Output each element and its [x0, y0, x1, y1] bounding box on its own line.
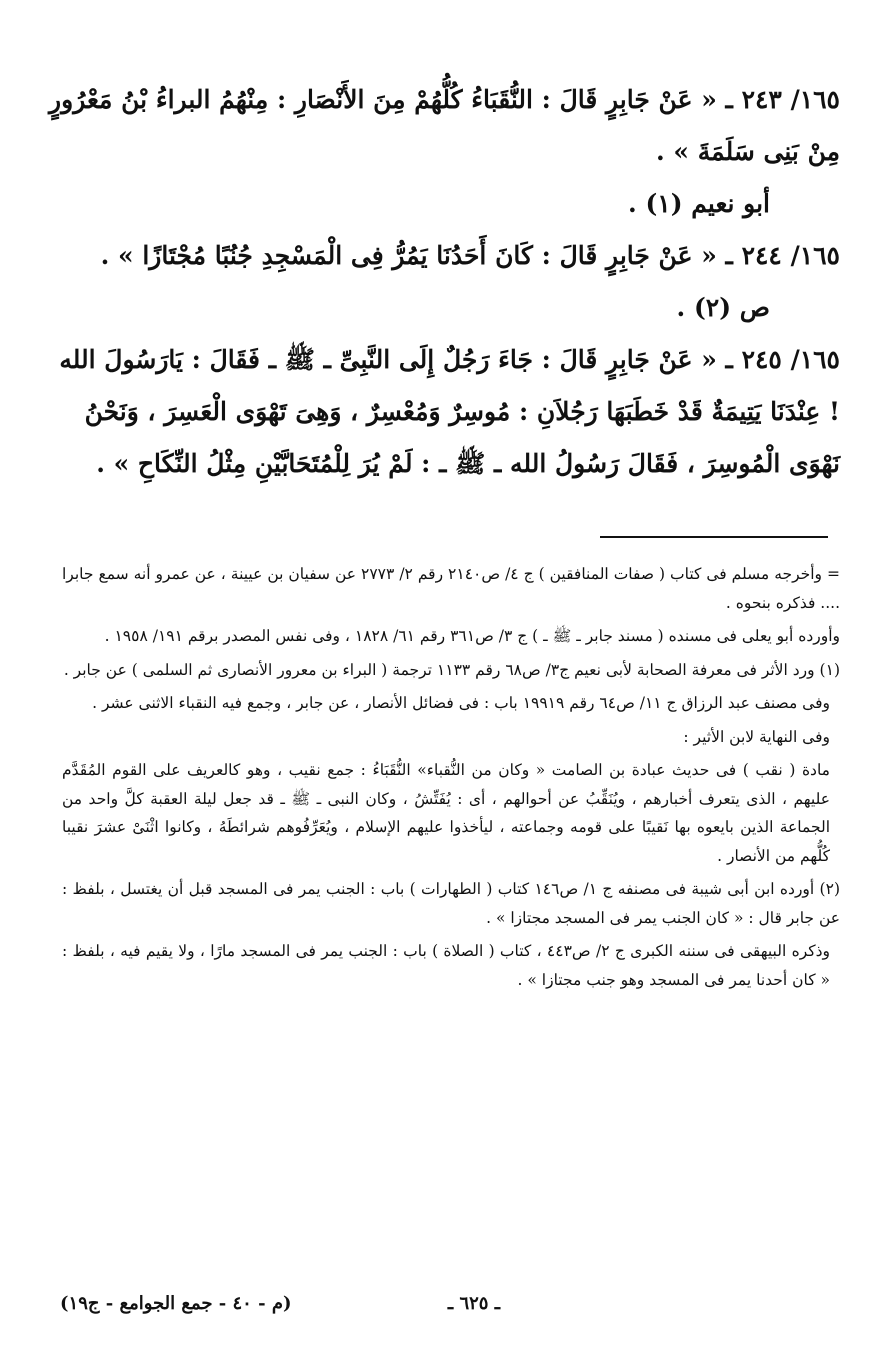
- footnote-abu-yala: وأورده أبو يعلى فى مسنده ( مسند جابر ـ ﷺ ـ ) ج ٣/ ص٣٦١ رقم ٦١/ ١٨٢٨ ، وفى نفس المصدر برقم ١٩١/ ١٩٥٨ .: [104, 627, 840, 645]
- hadith-244: ١٦٥/ ٢٤٤ ـ « عَنْ جَابِرٍ قَالَ : كَانَ أَحَدُنَا يَمُرُّ فِى الْمَسْجِدِ جُنُبًا مُجْتَازًا » .: [100, 241, 840, 270]
- footnotes-section: [62, 560, 840, 999]
- footnote-1-naqb-definition: مادة ( نقب ) فى حديث عبادة بن الصامت « وكان من النُّقباء» النُّقَبَاءُ : جمع نقيب ، وهو كالعريف على القوم المُقَدَّم عليهم ، الذى يتعرف أخبارهم ، ويُنَقِّبُ عن أحوالهم ، أى : يُفَتِّشُ ، وكان النبى ـ ﷺ ـ قد جعل ليلة العقبة كلَّ واحد من الجماعة الذين بايعوه بها نَقيبًا على قومه وجماعته ، ليأخذوا عليهم الإسلام ، ويُعَرِّفُوهم شرائطَهُ ، وكانوا اثْنَىْ عشرَ نقيبا كُلُّهم من الأنصار .: [62, 761, 830, 865]
- source-sad: ص (٢) .: [676, 293, 770, 322]
- hadith-243: ١٦٥/ ٢٤٣ ـ « عَنْ جَابِرٍ قَالَ : النُّقَبَاءُ كُلُّهُمْ مِنَ الأَنْصَارِ : مِنْهُمُ البراءُ بْنُ مَعْرُورٍ مِنْ بَنِى سَلَمَةَ » .: [49, 85, 840, 166]
- hadith-245: ١٦٥/ ٢٤٥ ـ « عَنْ جَابِرٍ قَالَ : جَاءَ رَجُلٌ إِلَى النَّبِىِّ ـ ﷺ ـ فَقَالَ : يَارَسُولَ الله ! عِنْدَنَا يَتِيمَةٌ قَدْ خَطَبَهَا رَجُلاَنِ : مُوسِرٌ وَمُعْسِرٌ ، وَهِىَ تَهْوَى الْعَسِرَ ، وَنَحْنُ نَهْوَى الْمُوسِرَ ، فَقَالَ رَسُولُ الله ـ ﷺ ـ : لَمْ يُرَ لِلْمُتَحَابَّيْنِ مِثْلُ النِّكَاحِ » .: [59, 345, 840, 478]
- source-abu-nuaym: أبو نعيم (١) .: [628, 189, 770, 218]
- printer-signature: (م - ٤٠ - جمع الجوامع - ج١٩): [60, 1293, 292, 1314]
- page-footer: [40, 1293, 840, 1333]
- footnote-divider: [600, 536, 828, 538]
- hadith-section: [40, 74, 840, 490]
- footnote-1-nihaya: وفى النهاية لابن الأثير :: [683, 727, 830, 746]
- footnote-1: (١) ورد الأثر فى معرفة الصحابة لأبى نعيم ج٣/ ص٦٨ رقم ١١٣٣ ترجمة ( البراء بن معرور الأنصارى ثم السلمى ) عن جابر .: [63, 660, 840, 679]
- footnote-1-abdurrazzaq: وفى مصنف عبد الرزاق ج ١١/ ص٦٤ رقم ١٩٩١٩ باب : فى فضائل الأنصار ، عن جابر ، وجمع فيه النقباء الاثنى عشر .: [92, 694, 830, 712]
- footnote-2-bayhaqi: وذكره البيهقى فى سننه الكبرى ج ٢/ ص٤٤٣ ، كتاب ( الصلاة ) باب : الجنب يمر فى المسجد مارًا ، ولا يقيم فيه ، بلفظ : « كان أحدنا يمر فى المسجد وهو جنب مجتازا » .: [62, 942, 831, 989]
- footnote-2: (٢) أورده ابن أبى شيبة فى مصنفه ج ١/ ص١٤٦ كتاب ( الطهارات ) باب : الجنب يمر فى المسجد قبل أن يغتسل ، بلفظ : عن جابر قال : « كان الجنب يمر فى المسجد مجتازا » .: [62, 880, 840, 927]
- page-number: ـ ٦٢٥ ـ: [447, 1293, 500, 1314]
- footnote-continued: = وأخرجه مسلم فى كتاب ( صفات المنافقين ) ج ٤/ ص٢١٤٠ رقم ٢/ ٢٧٧٣ عن سفيان بن عيينة ، عن عمرو أنه سمع جابرا .... فذكره بنحوه .: [62, 565, 840, 612]
